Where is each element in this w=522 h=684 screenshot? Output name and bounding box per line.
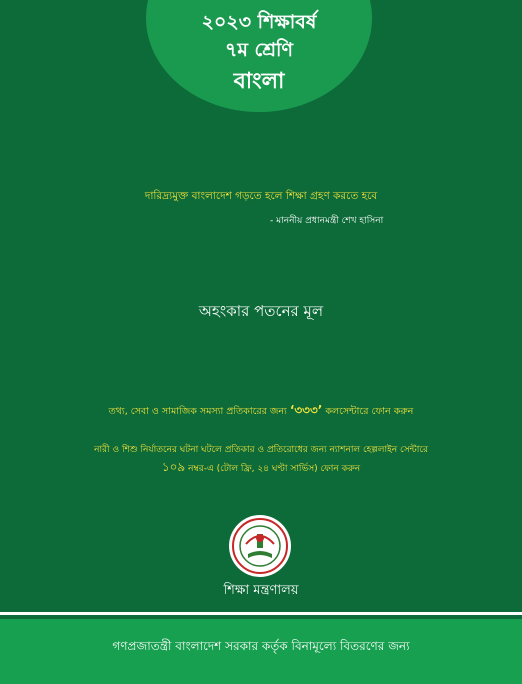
helpline-109-number: ১০৯ — [161, 460, 186, 474]
helpline-333-text-before: তথ্য, সেবা ও সামাজিক সমস্যা প্রতিকারের জন্য — [108, 406, 290, 417]
grade-label: ৭ম শ্রেণি — [225, 39, 293, 61]
ministry-of-education-seal-icon — [228, 514, 292, 578]
chapter-title: অহংকার পতনের মূল — [198, 302, 324, 320]
helpline-109-line-1: নারী ও শিশু নির্যাতনের ঘটনা ঘটলে প্রতিকার ও প্রতিরোধের জন্য ন্যাশনাল হেল্পলাইন সেন্টারে — [94, 445, 428, 455]
quote-author: - মাননীয় প্রধানমন্ত্রী শেখ হাসিনা — [270, 216, 384, 226]
footer-divider — [0, 612, 522, 615]
helpline-109 — [40, 442, 482, 478]
ministry-name: শিক্ষা মন্ত্রণালয় — [223, 583, 299, 598]
year-label: ২০২৩ শিক্ষাবর্ষ — [201, 11, 317, 33]
helpline-109-text: নম্বর-এ (টোল ফ্রি, ২৪ ঘণ্টা সার্ভিস) ফোন করুন — [185, 464, 361, 474]
helpline-333 — [0, 402, 522, 422]
subject-title: বাংলা — [233, 69, 285, 94]
quote-text: দারিদ্র্যমুক্ত বাংলাদেশ গড়তে হলে শিক্ষা গ্রহণ করতে হবে — [144, 190, 378, 202]
footer-text: গণপ্রজাতন্ত্রী বাংলাদেশ সরকার কর্তৃক বিনামূল্যে বিতরণের জন্য — [112, 639, 410, 653]
helpline-333-text-after: কলসেন্টারে ফোন করুন — [322, 406, 414, 417]
helpline-333-number: ‘৩৩৩’ — [289, 403, 323, 417]
helpline-109-line-2 — [40, 459, 482, 478]
